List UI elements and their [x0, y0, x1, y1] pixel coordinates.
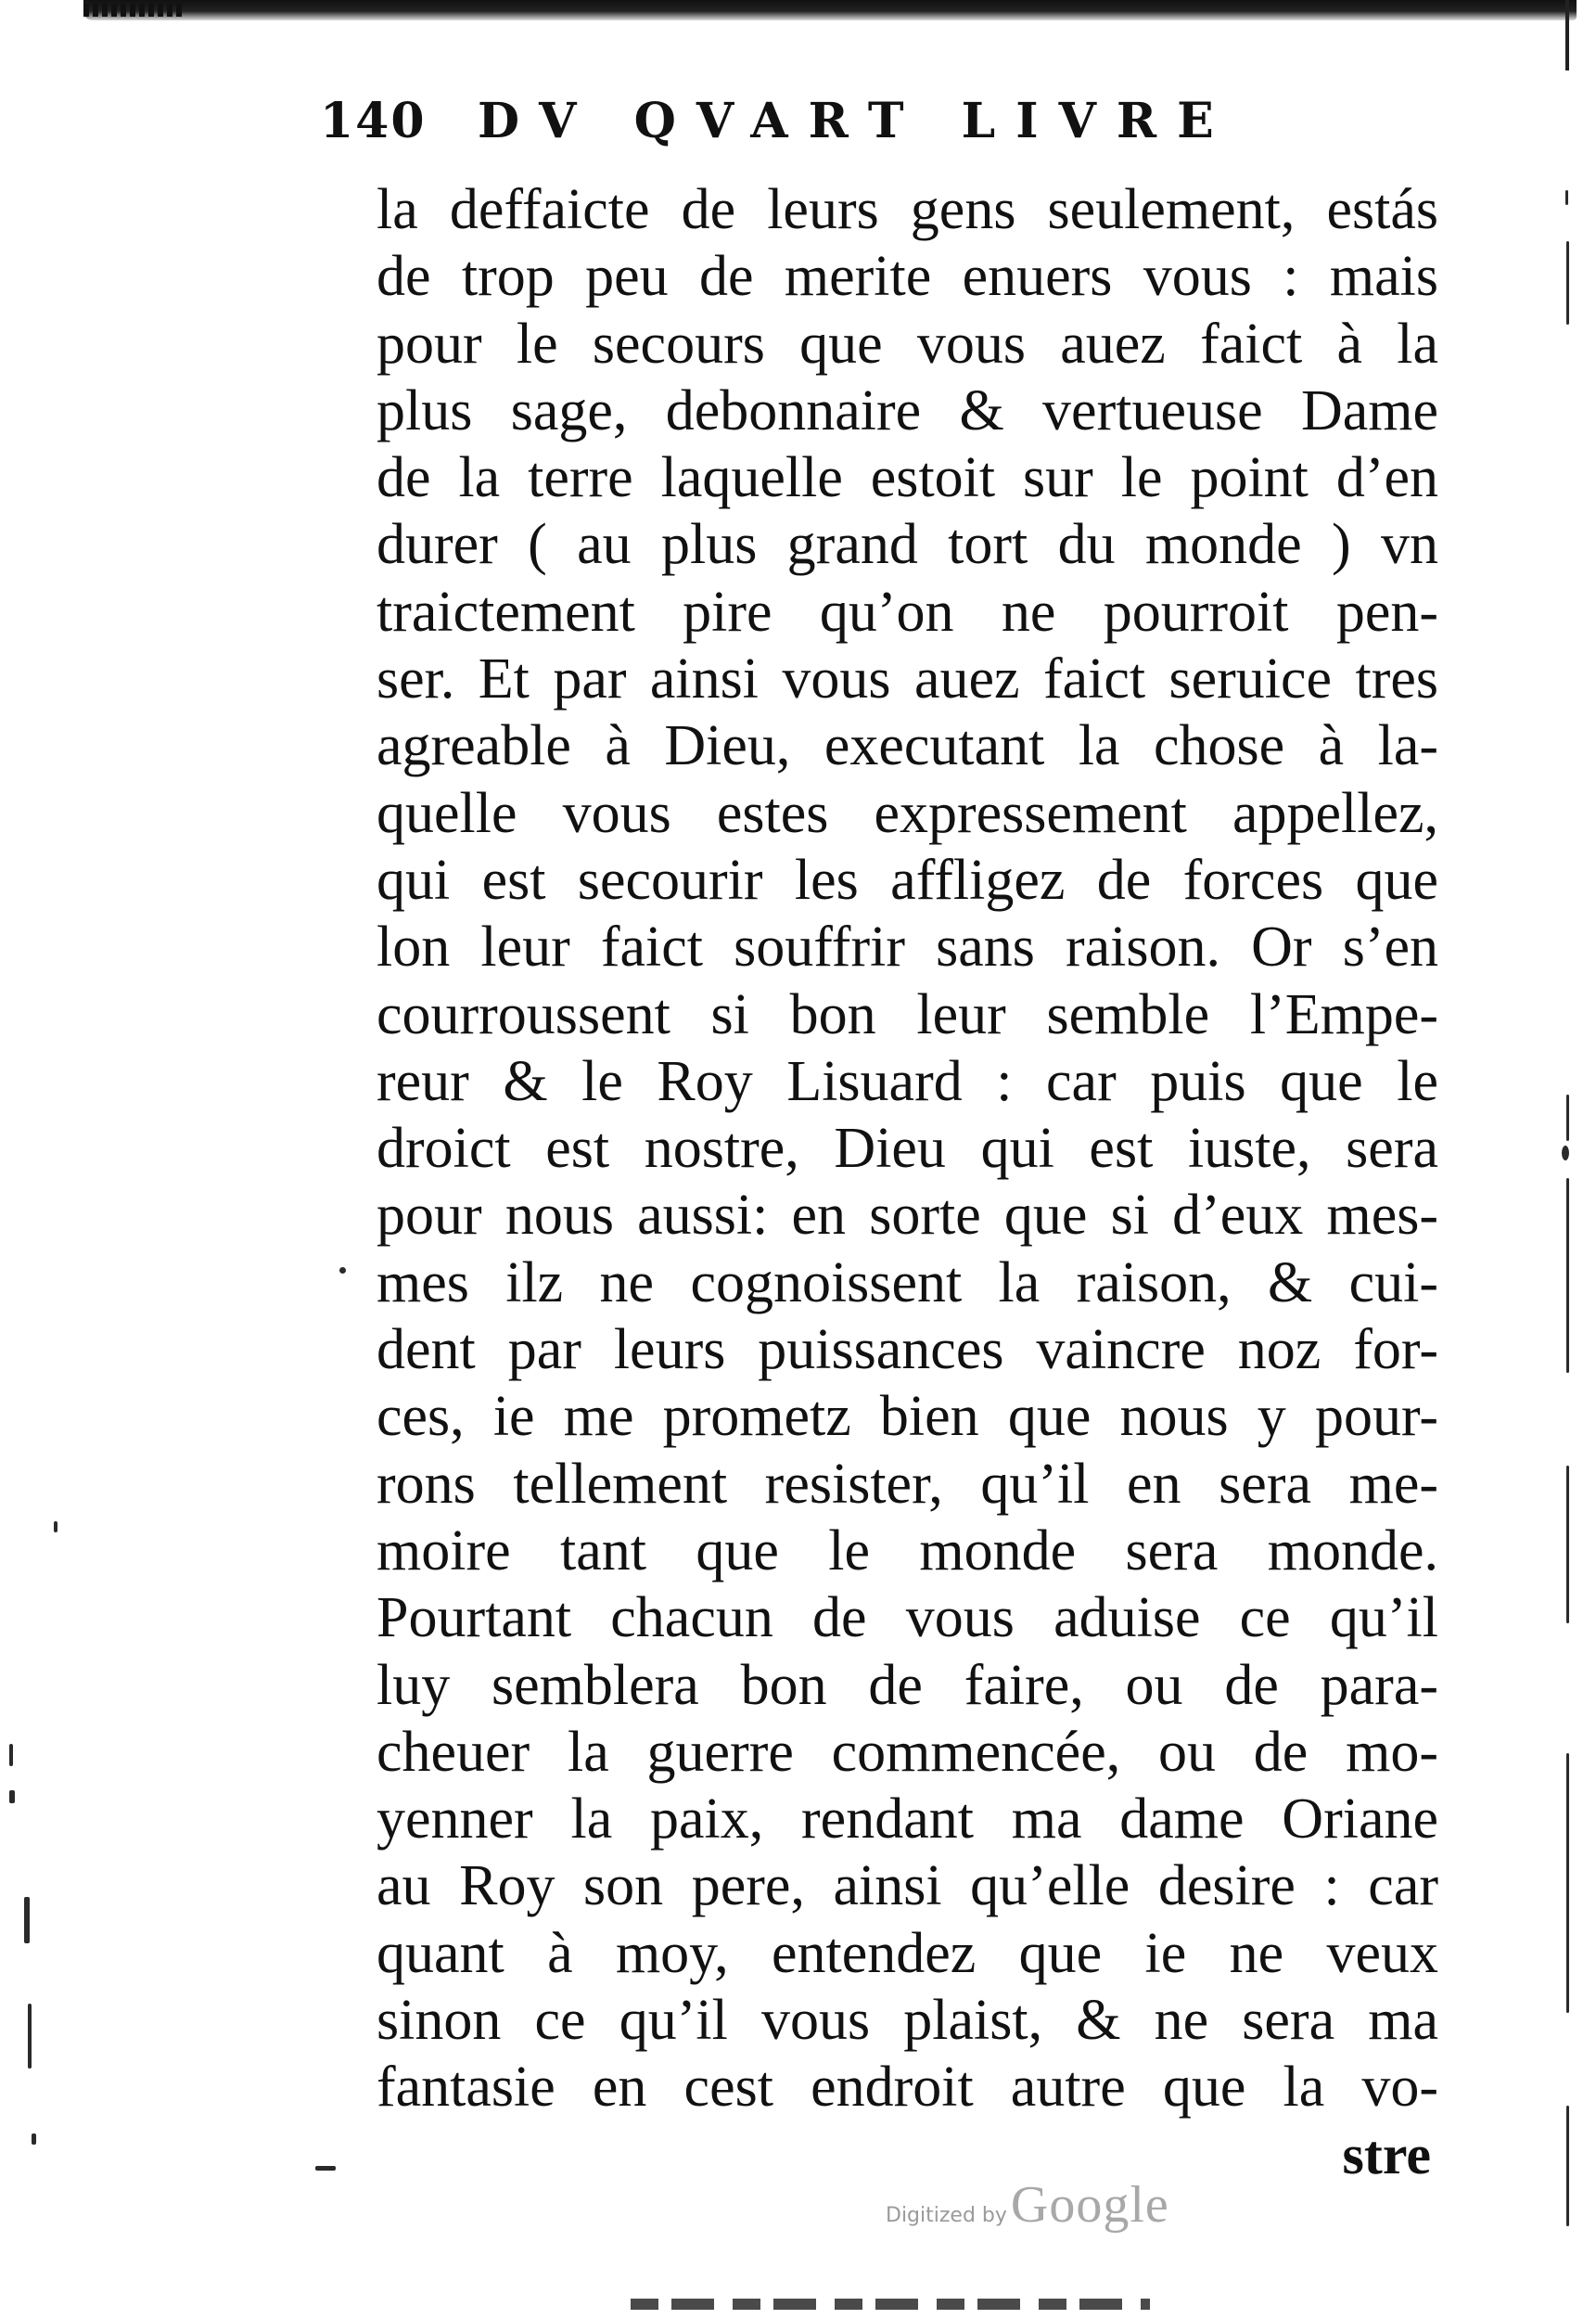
text-line: rons tellement resister, qu’il en sera me-	[377, 1452, 1438, 1516]
margin-mark	[28, 2004, 32, 2069]
text-line: courroussent si bon leur semble l’Empe-	[377, 982, 1438, 1046]
margin-mark	[1566, 1178, 1569, 1373]
text-line: pour nous aussi: en sorte que si d’eux mes-	[377, 1184, 1438, 1248]
text-line: fantasie en cest endroit autre que la vo-	[377, 2056, 1438, 2120]
text-line: traictement pire qu’on ne pourroit pen-	[377, 580, 1438, 644]
page-number: 140	[320, 93, 427, 149]
text-line: agreable à Dieu, executant la chose à la-	[377, 714, 1438, 778]
body-text	[377, 176, 1438, 2188]
digitized-watermark	[886, 2175, 1169, 2234]
margin-mark	[9, 1744, 13, 1766]
text-line: yenner la paix, rendant ma dame Oriane	[377, 1787, 1438, 1851]
margin-mark	[1562, 1146, 1569, 1160]
text-line: quant à moy, entendez que ie ne veux	[377, 1921, 1438, 1985]
text-line: droict est nostre, Dieu qui est iuste, sera	[377, 1117, 1438, 1181]
scan-edge-line	[1565, 0, 1569, 70]
text-line: ser. Et par ainsi vous auez faict seruice tres	[377, 647, 1438, 711]
text-line: qui est secourir les affligez de forces que	[377, 848, 1438, 912]
text-line: lon leur faict souffrir sans raison. Or s’en	[377, 916, 1438, 980]
text-line: mes ilz ne cognoissent la raison, & cui-	[377, 1250, 1438, 1314]
text-line: ces, ie me prometz bien que nous y pour-	[377, 1385, 1438, 1449]
text-line: de la terre laquelle estoit sur le point d’en	[377, 446, 1438, 510]
text-line: cheuer la guerre commencée, ou de mo-	[377, 1720, 1438, 1784]
text-line: pour le secours que vous auez faict à la	[377, 312, 1438, 376]
digitized-label: Digitized by	[886, 2204, 1007, 2227]
text-line: luy semblera bon de faire, ou de para-	[377, 1653, 1438, 1717]
margin-mark	[32, 2133, 36, 2145]
google-logo: Google	[1010, 2176, 1169, 2234]
text-line: moire tant que le monde sera monde.	[377, 1518, 1438, 1582]
text-line: la deffaicte de leurs gens seulement, estás	[377, 178, 1438, 241]
text-line: durer ( au plus grand tort du monde ) vn	[377, 513, 1438, 577]
running-head	[320, 93, 1294, 167]
text-line: sinon ce qu’il vous plaist, & ne sera ma	[377, 1989, 1438, 2053]
margin-mark	[1566, 1753, 1569, 2013]
margin-mark	[24, 1897, 30, 1943]
margin-mark	[1566, 241, 1569, 325]
scan-edge-smear	[83, 0, 1577, 20]
text-line: reur & le Roy Lisuard : car puis que le	[377, 1049, 1438, 1113]
margin-mark	[315, 2166, 336, 2171]
text-line: quelle vous estes expressement appellez,	[377, 781, 1438, 845]
text-line: au Roy son pere, ainsi qu’elle desire : car	[377, 1854, 1438, 1918]
text-line: plus sage, debonnaire & vertueuse Dame	[377, 378, 1438, 442]
text-line: de trop peu de merite enuers vous : mais	[377, 245, 1438, 309]
margin-mark	[54, 1521, 57, 1532]
text-line: dent par leurs puissances vaincre noz for-	[377, 1318, 1438, 1382]
margin-mark	[1566, 1466, 1569, 1623]
margin-mark	[1565, 190, 1568, 205]
margin-mark	[1566, 1095, 1569, 1141]
margin-mark	[1566, 2106, 1569, 2226]
scan-edge-fragment	[83, 4, 185, 17]
margin-mark	[9, 1790, 15, 1803]
running-title: DV QVART LIVRE	[478, 93, 1234, 149]
scan-edge-smear	[631, 2299, 1150, 2310]
catchword: stre	[1342, 2123, 1431, 2185]
text-line: Pourtant chacun de vous aduise ce qu’il	[377, 1586, 1438, 1650]
margin-mark	[339, 1267, 346, 1274]
